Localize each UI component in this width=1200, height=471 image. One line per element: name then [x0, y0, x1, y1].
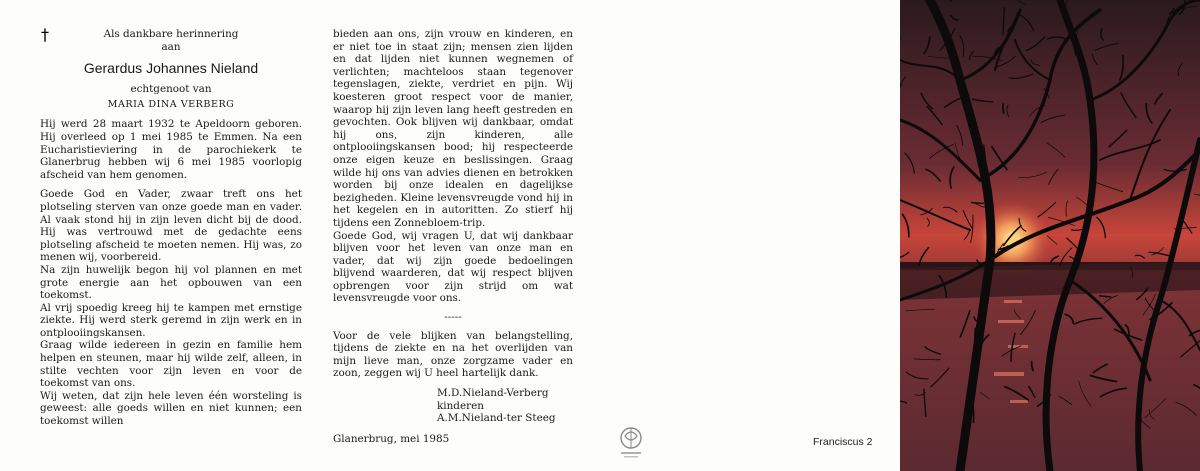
twig	[975, 328, 976, 350]
header-line-aan: aan	[161, 40, 181, 53]
paragraph-thanks: Voor de vele blijken van belangstelling, tijdens de ziekte en na het overlijden van mijn lieve man, onze zorgzame vader en zoon, zeggen wij U heel hartelijk dank.	[333, 329, 573, 380]
twig	[1100, 296, 1111, 297]
paragraph-family: Graag wilde iedereen in gezin en familie hem helpen en steunen, maar hij wilde zelf, alleen, in stilte vechten voor zijn leven en voor de toekomst van ons.	[40, 339, 302, 390]
paragraph-illness: Al vrij spoedig kreeg hij te kampen met ernstige ziekte. Hij werd sterk geremd in zijn werk en in ontplooiingskansen.	[40, 301, 302, 339]
header-line: Als dankbare herinnering	[103, 28, 239, 40]
card-caption: Franciscus 2	[813, 436, 873, 448]
spouse-name: MARIA DINA VERBERG	[107, 98, 235, 110]
signature-1: M.D.Nieland-Verberg	[437, 387, 549, 400]
paragraph-prayer: Goede God en Vader, zwaar treft ons het plotseling sterven van onze goede man en vader. Al vaak stond hij in zijn leven dicht bij de dood. Hij was vertrouwd met de gedachte eens plotseling afscheid te moeten nemen. Hij was, zo menen wij, voorbereid.	[40, 188, 302, 264]
left-column	[40, 25, 302, 428]
paragraph-continued: bieden aan ons, zijn vrouw en kinderen, en er niet toe in staat zijn; mensen zien lijden en dat lijden niet kunnen wegnemen of verlichten; machteloos staan tegenover tegenslagen, ziekte, verdriet en pijn. Wij koesteren groot respect voor de manier, waarop hij zijn leven lang heeft gestreden en gevochten. Ook blijven wij dankbaar, omdat hij ons, zijn kinderen, alle ontplooiingskansen bood; hij respecteerde onze eigen keuze en beslissingen. Graag wilde hij ons van advies dienen en betrokken worden bij onze idealen en dagelijkse bezigheden. Kleine levensvreugde vond hij in het kegelen en in autoritten. Zo stierf hij tijdens een Zonnebloem-trip.	[333, 28, 573, 229]
paragraph-marriage: Na zijn huwelijk begon hij vol plannen en met grote energie aan het opbouwen van een toekomst.	[40, 263, 302, 302]
twig	[972, 203, 984, 204]
middle-column	[333, 28, 573, 445]
twig	[1003, 104, 1004, 113]
sunset-tree-photo	[900, 0, 1200, 471]
paragraph-prayer-2: Goede God, wij vragen U, dat wij dankbaar blijven voor het leven van onze man en vader, dat wij zijn goede bedoelingen blijvend waarderen, dat wij respect blijven opbrengen voor zijn strijd om wat levensvreugde voor ons.	[333, 229, 573, 305]
place-date: Glanerbrug, mei 1985	[333, 432, 450, 445]
divider: -----	[444, 311, 462, 324]
deceased-name: Gerardus Johannes Nieland	[83, 60, 259, 77]
spouse-intro: echtgenoot van	[130, 83, 212, 96]
paragraph-life: Hij werd 28 maart 1932 te Apeldoorn geboren. Hij overleed op 1 mei 1985 te Emmen. Na een Eucharistieviering in de parochiekerk te Glanerbrug hebben wij 6 mei 1985 voorlopig afscheid van hem genomen.	[40, 118, 302, 181]
paragraph-struggle: Wij weten, dat zijn hele leven één worsteling is geweest: alle goeds willen en niet kunnen; een toekomst willen	[40, 389, 302, 428]
signature-3: A.M.Nieland-ter Steeg	[437, 412, 556, 425]
printer-logo-icon	[616, 424, 646, 460]
signature-2: kinderen	[437, 399, 484, 412]
cross-icon: †	[41, 25, 49, 44]
